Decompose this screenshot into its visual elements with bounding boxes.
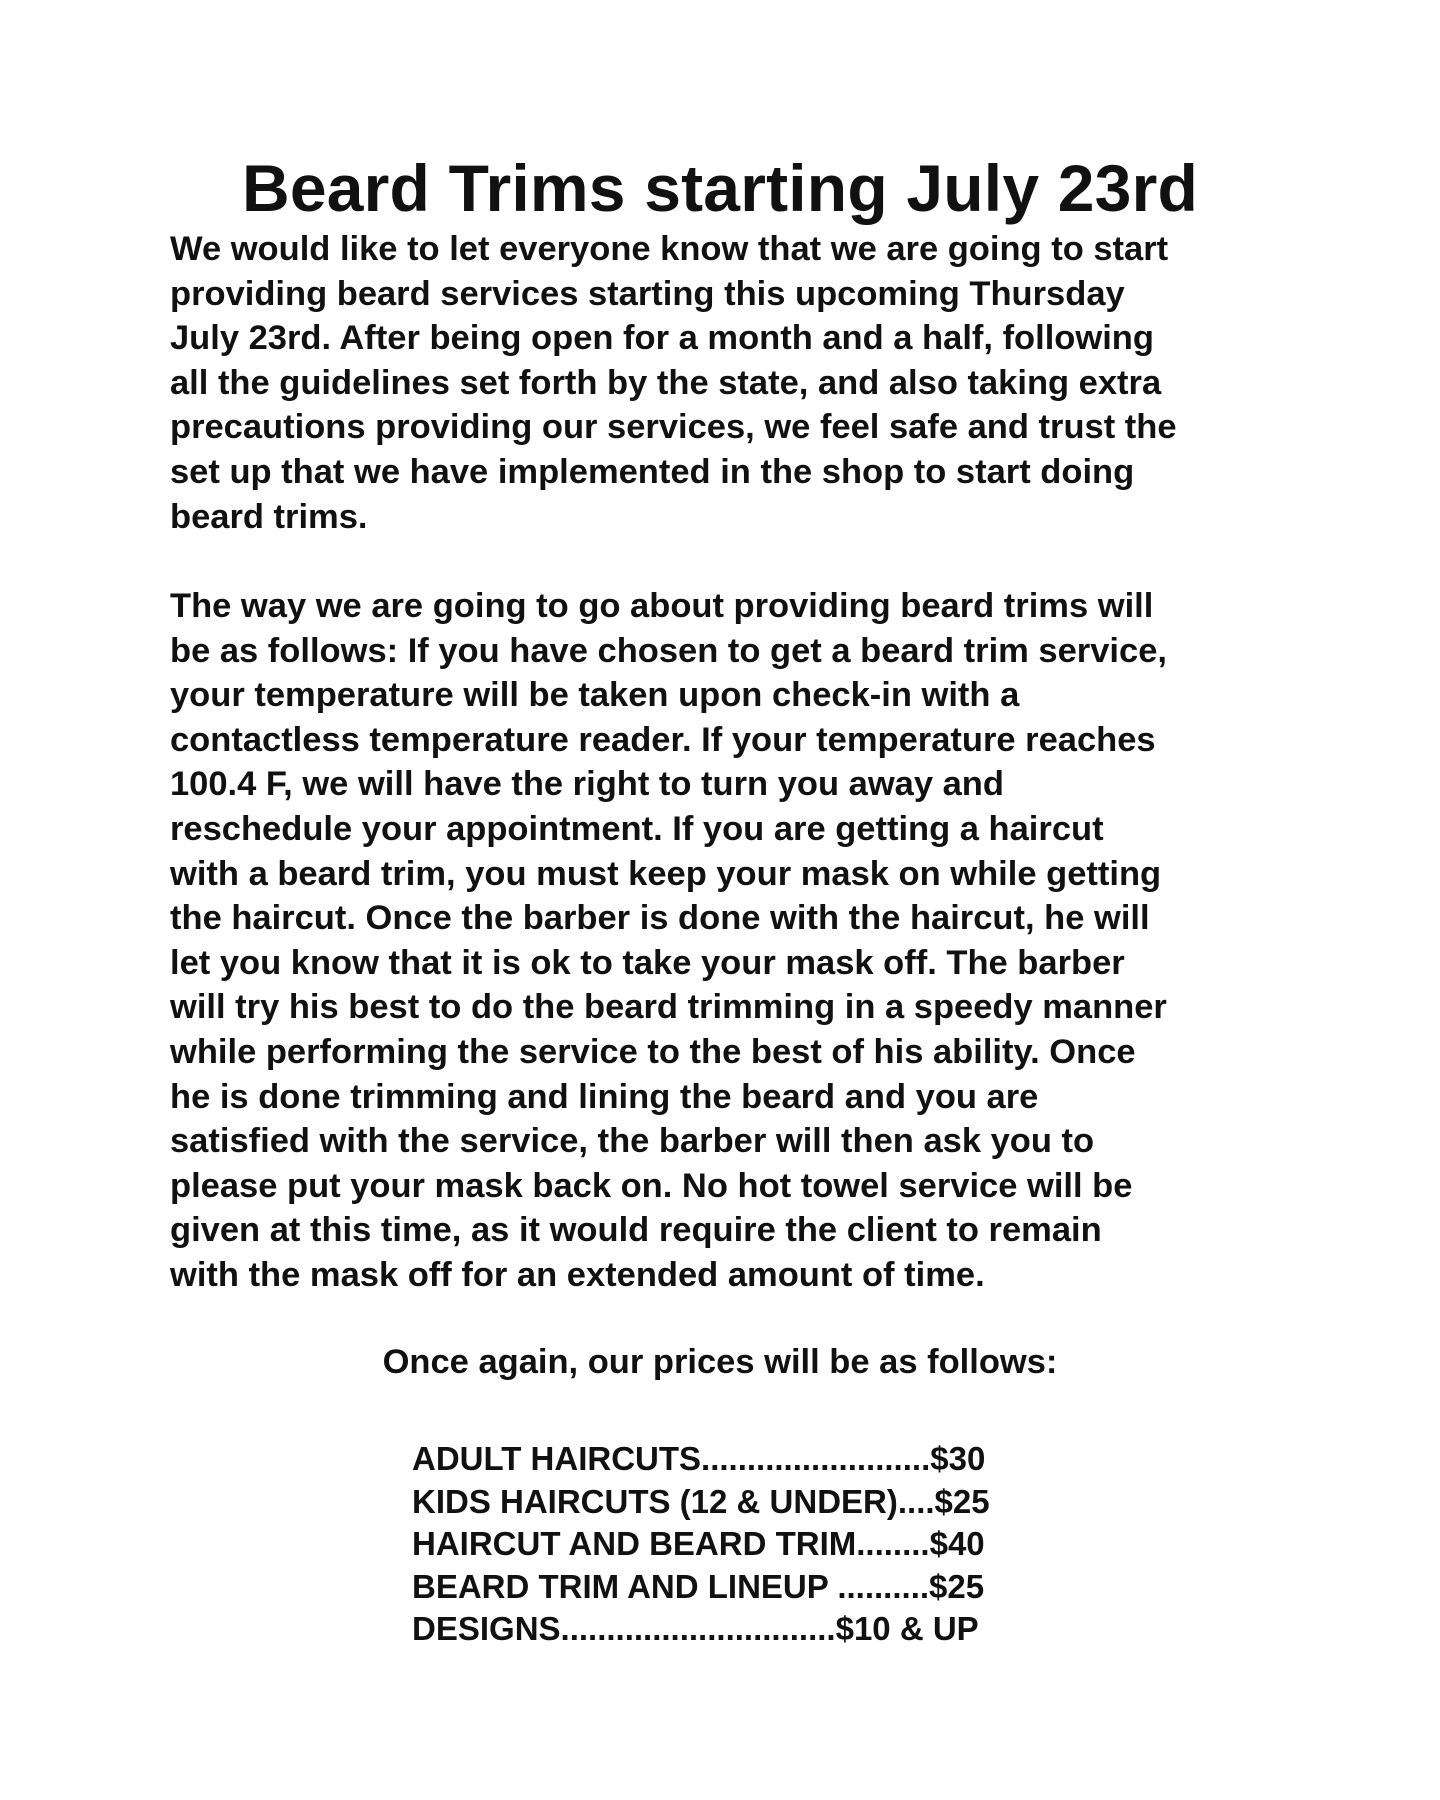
intro-line: providing beard services starting this upcoming Thursday: [170, 274, 1125, 313]
procedure-line: reschedule your appointment. If you are getting a haircut: [170, 809, 1104, 848]
procedure-line: 100.4 F, we will have the right to turn you away and: [170, 765, 1004, 804]
prices-heading: Once again, our prices will be as follows:: [382, 1343, 1058, 1381]
procedure-line: your temperature will be taken upon check-in with a: [170, 676, 1020, 715]
procedure-line: with the mask off for an extended amount of time.: [170, 1255, 985, 1294]
procedure-line: will try his best to do the beard trimming in a speedy manner: [170, 988, 1167, 1027]
procedure-line: contactless temperature reader. If your temperature reaches: [170, 720, 1156, 759]
price-list: [412, 1438, 990, 1651]
price-item-beard-trim-and-lineup: BEARD TRIM AND LINEUP ..........$25: [412, 1567, 985, 1605]
intro-line: beard trims.: [170, 497, 368, 536]
procedure-line: given at this time, as it would require the client to remain: [170, 1211, 1102, 1250]
intro-paragraph: [170, 227, 1280, 539]
intro-line: July 23rd. After being open for a month and a half, following: [170, 319, 1154, 358]
procedure-line: let you know that it is ok to take your mask off. The barber: [170, 943, 1125, 982]
procedure-line: satisfied with the service, the barber will then ask you to: [170, 1122, 1095, 1161]
procedure-line: while performing the service to the best of his ability. Once: [170, 1032, 1136, 1071]
price-item-haircut-and-beard-trim: HAIRCUT AND BEARD TRIM........$40: [412, 1525, 985, 1562]
price-item-designs: DESIGNS..............................$10 & UP: [412, 1610, 979, 1647]
procedure-line: he is done trimming and lining the beard and you are: [170, 1077, 1039, 1116]
price-item-kids-haircuts: KIDS HAIRCUTS (12 & UNDER)....$25: [412, 1482, 990, 1520]
procedure-line: The way we are going to go about providing beard trims will: [170, 587, 1154, 625]
procedure-line: please put your mask back on. No hot towel service will be: [170, 1166, 1133, 1205]
procedure-line: with a beard trim, you must keep your mask on while getting: [170, 854, 1162, 893]
intro-line: all the guidelines set forth by the state, and also taking extra: [170, 363, 1162, 402]
intro-line: set up that we have implemented in the shop to start doing: [170, 452, 1135, 491]
procedure-line: be as follows: If you have chosen to get a beard trim service,: [170, 631, 1167, 670]
intro-line: We would like to let everyone know that we are going to start: [170, 230, 1169, 268]
page-title: Beard Trims starting July 23rd: [241, 151, 1198, 225]
intro-line: precautions providing our services, we feel safe and trust the: [170, 408, 1177, 447]
procedure-paragraph: [170, 584, 1280, 1298]
price-item-adult-haircuts: ADULT HAIRCUTS.........................$30: [412, 1440, 986, 1477]
procedure-line: the haircut. Once the barber is done with the haircut, he will: [170, 899, 1150, 938]
